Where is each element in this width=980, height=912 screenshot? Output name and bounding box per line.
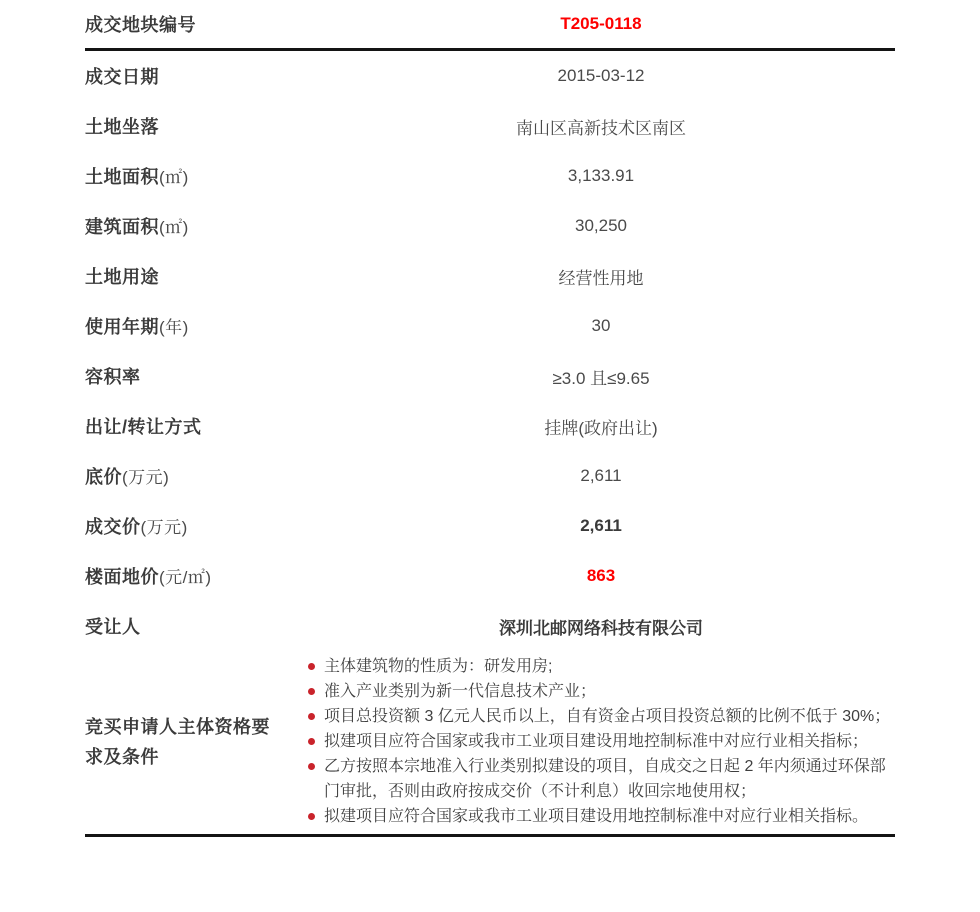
requirement-item: 主体建筑物的性质为：研发用房;: [307, 654, 895, 679]
table-row-plot-number: [85, 0, 895, 48]
row-label: [85, 463, 307, 489]
row-value: 2,611: [580, 466, 622, 485]
row-label: [85, 263, 307, 289]
row-label: [85, 363, 307, 389]
row-label: [85, 213, 307, 239]
row-label: [85, 113, 307, 139]
row-label-unit: (万元): [122, 468, 170, 487]
row-label-unit: (元/㎡): [159, 568, 212, 587]
row-label-text: 楼面地价: [85, 567, 159, 587]
row-label-text: 成交价: [85, 517, 141, 537]
row-label: [85, 63, 307, 89]
requirements-list: [307, 654, 895, 829]
row-label-unit: (㎡): [159, 168, 189, 187]
row-label-text: 土地面积: [85, 167, 159, 187]
row-value: ≥3.0 且≤9.65: [552, 368, 650, 388]
row-value: 挂牌(政府出让): [544, 418, 658, 438]
row-label-text: 容积率: [85, 367, 141, 387]
requirement-item: 拟建项目应符合国家或我市工业项目建设用地控制标准中对应行业相关指标；: [307, 729, 895, 754]
requirement-item: 项目总投资额 3 亿元人民币以上，自有资金占项目投资总额的比例不低于 30%；: [307, 704, 895, 729]
row-label-text: 土地用途: [85, 267, 159, 287]
row-label: [85, 613, 307, 639]
table-row: [85, 251, 895, 301]
table-row: [85, 601, 895, 651]
row-value: 3,133.91: [567, 166, 635, 185]
land-transaction-table: [85, 0, 895, 837]
row-value: 深圳北邮网络科技有限公司: [499, 618, 703, 638]
table-row: [85, 201, 895, 251]
row-label-text: 底价: [85, 467, 122, 487]
row-label: [85, 313, 307, 339]
requirement-item: 乙方按照本宗地准入行业类别拟建设的项目，自成交之日起 2 年内须通过环保部门审批，否则由政府按成交价（不计利息）收回宗地使用权；: [307, 754, 895, 804]
table-row: [85, 351, 895, 401]
row-value: 南山区高新技术区南区: [516, 118, 686, 138]
table-row: [85, 501, 895, 551]
divider-bottom: [85, 834, 895, 837]
row-label: [85, 513, 307, 539]
row-value: 30: [591, 316, 611, 335]
row-value: 2,611: [580, 516, 622, 535]
requirement-item: 准入产业类别为新一代信息技术产业；: [307, 679, 895, 704]
row-label-text: 土地坐落: [85, 117, 159, 137]
plot-number-value: T205-0118: [560, 14, 642, 33]
row-label: [85, 413, 307, 439]
requirement-item: 拟建项目应符合国家或我市工业项目建设用地控制标准中对应行业相关指标。: [307, 804, 895, 829]
table-row: [85, 401, 895, 451]
row-value: 30,250: [575, 216, 627, 235]
row-label: [85, 563, 307, 589]
table-row: [85, 151, 895, 201]
row-label-text: 受让人: [85, 617, 141, 637]
row-value: 863: [586, 566, 616, 585]
table-body: [85, 51, 895, 651]
table-row-requirements: [85, 651, 895, 834]
row-label-text: 建筑面积: [85, 217, 159, 237]
row-label-text: 成交日期: [85, 67, 159, 87]
requirements-label: 竞买申请人主体资格要求及条件: [85, 716, 270, 767]
row-label: [85, 11, 307, 37]
table-row: [85, 101, 895, 151]
table-row: [85, 301, 895, 351]
table-row: [85, 451, 895, 501]
table-row: [85, 51, 895, 101]
row-label-unit: (万元): [140, 518, 188, 537]
row-label-text: 成交地块编号: [85, 15, 196, 35]
table-row: [85, 551, 895, 601]
row-value: 2015-03-12: [557, 66, 645, 85]
row-label-text: 使用年期: [85, 317, 159, 337]
row-label-unit: (年): [159, 318, 189, 337]
row-value: 经营性用地: [558, 268, 644, 288]
row-label-text: 出让/转让方式: [85, 417, 202, 437]
row-label-unit: (㎡): [159, 218, 189, 237]
row-label: [85, 163, 307, 189]
